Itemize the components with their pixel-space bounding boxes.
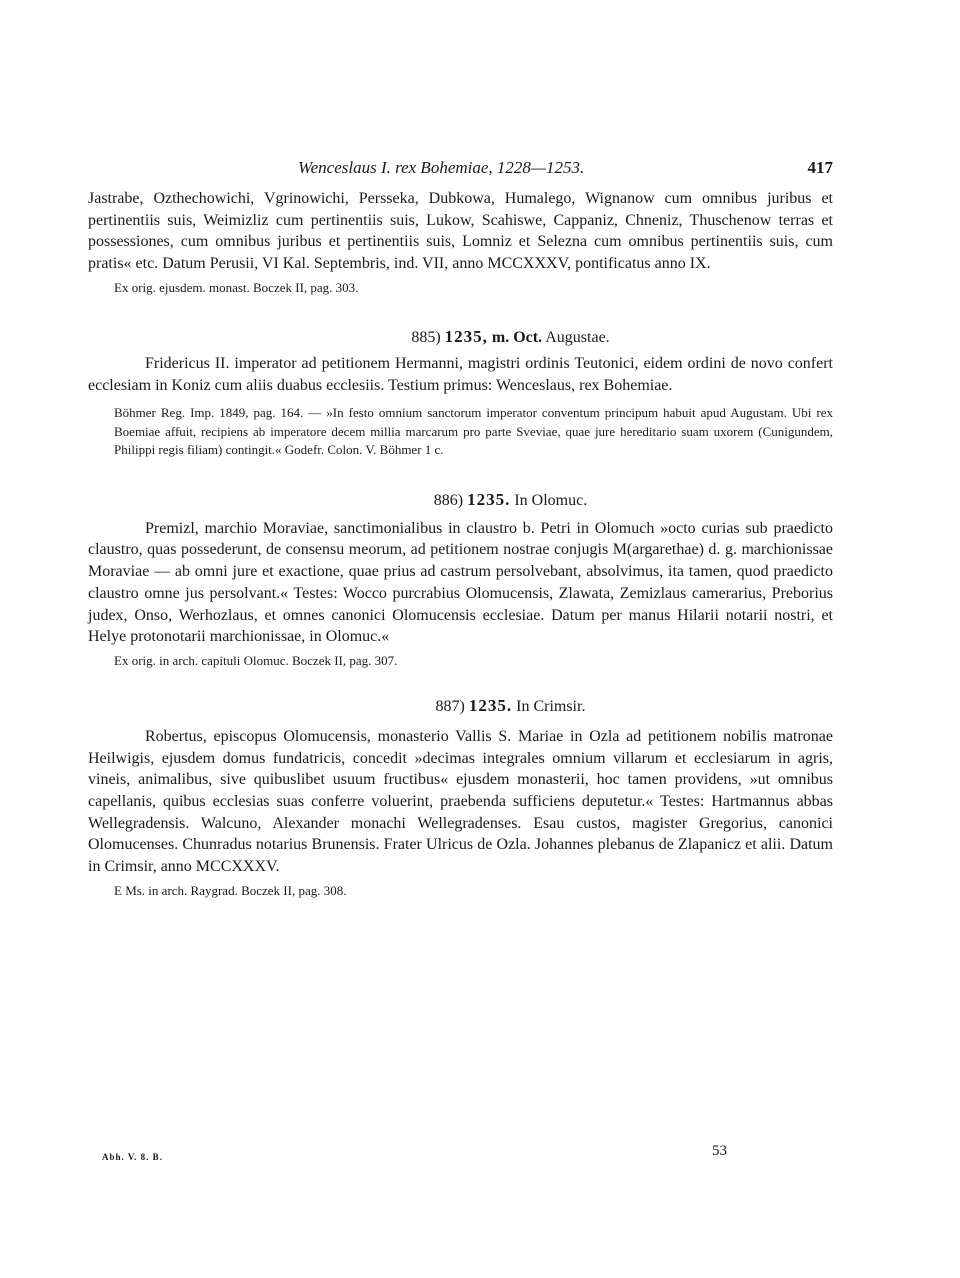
intro-source: Ex orig. ejusdem. monast. Boczek II, pag. 303. bbox=[114, 279, 359, 295]
entry-place: In Olomuc. bbox=[514, 491, 588, 509]
entry-886-heading bbox=[88, 490, 833, 510]
page-body bbox=[88, 158, 833, 900]
entry-885-heading bbox=[88, 327, 833, 347]
entry-887-text: Robertus, episcopus Olomucensis, monasterio Vallis S. Mariae in Ozla ad petitionem nobilis matronae Heilwigis, ejusdem domus fundatricis, concedit »decimas integrales omnium villarum et ecclesiarum in agris, vineis, animalibus, sive quibuslibet usuum fructibus« ejusdem monasterii, hoc tamen providens, »ut omnibus capellanis, quibus ecclesias suas conferre voluerint, praebenda sufficiens deputetur.« Testes: Hartmannus abbas Wellegradensis. Walcuno, Alexander monachi Wellegradenses. Esau custos, magister Gregorius, canonici Olomucenses. Chunradus notarius Brunensis. Frater Ulricus de Ozla. Johannes plebanus de Zlapanicz et alii. Datum in Crimsir, anno MCCXXXV. bbox=[88, 727, 833, 876]
entry-number: 885) bbox=[411, 328, 441, 346]
page-number: 417 bbox=[807, 158, 833, 177]
entry-year: 1235. bbox=[467, 489, 511, 509]
entry-886-text: Premizl, marchio Moraviae, sanctimonialibus in claustro b. Petri in Olomuch »octo curias sub praedicto claustro, quas possederunt, de consensu meorum, ad petitionem nostrae conjugis M(argarethae) d. g. marchionissae Moraviae — ab omni jure et exactione, quae prius ad castrum persolvebant, absolvimus, ita tamen, quod praedicto claustro omne jus persolvant.« Testes: Wocco purcrabius Olomucensis, Zlawata, Zemizlaus camerarius, Preborius judex, Onso, Werhozlaus, et omnes canonici Olomucensis ecclesiae. Datum per manus Hilarii notarii nostri, et Helye protonotarii marchionissae, in Olomuc.« bbox=[88, 519, 833, 646]
entry-year: 1235, bbox=[444, 326, 488, 346]
entry-887-source: E Ms. in arch. Raygrad. Boczek II, pag. 308. bbox=[114, 882, 347, 898]
entry-number: 887) bbox=[435, 697, 465, 715]
entry-885-text: Fridericus II. imperator ad petitionem Hermanni, magistri ordinis Teutonici, eidem ordini de novo confert ecclesiam in Koniz cum aliis duabus ecclesiis. Testium primus: Wenceslaus, rex Bohemiae. bbox=[88, 354, 833, 394]
entry-886-source: Ex orig. in arch. capituli Olomuc. Boczek II, pag. 307. bbox=[114, 652, 398, 668]
entry-year: 1235. bbox=[468, 695, 513, 715]
entry-place: Augustae. bbox=[545, 328, 610, 346]
entry-place: In Crimsir. bbox=[516, 697, 586, 715]
entry-885-source: Böhmer Reg. Imp. 1849, pag. 164. — »In festo omnium sanctorum imperator conventum principum habuit apud Augustam. Ubi rex Boemiae affuit, recipiens ab imperatore decem millia marcarum pro parte Sveviae, quae jure hereditario suam uxorem (Cunigundem, Philippi regis filiam) contingit.« Godefr. Colon. V. Böhmer 1 c. bbox=[114, 405, 833, 458]
running-header bbox=[88, 158, 833, 184]
entry-month: m. Oct. bbox=[491, 328, 543, 346]
intro-text: Jastrabe, Ozthechowichi, Vgrinowichi, Persseka, Dubkowa, Humalego, Wignanow cum omnibus juribus et pertinentiis suis, Weimizliz cum pertinentiis suis, Lukow, Scahiswe, Cappaniz, Chneniz, Thuschenow terras et possessiones, cum omnibus juribus et pertinentiis suis, Lomniz et Selezna cum omnibus pertinentiis suis, cum pratis« etc. Datum Perusii, VI Kal. Septembris, ind. VII, anno MCCXXXV, pontificatus anno IX. bbox=[88, 190, 833, 273]
entry-887-heading bbox=[88, 696, 833, 716]
entry-number: 886) bbox=[433, 491, 464, 509]
sheet-number: 53 bbox=[712, 1143, 727, 1159]
printer-signature: Abh. V. 8. B. bbox=[102, 1152, 163, 1162]
running-title: Wenceslaus I. rex Bohemiae, 1228—1253. bbox=[298, 158, 585, 177]
